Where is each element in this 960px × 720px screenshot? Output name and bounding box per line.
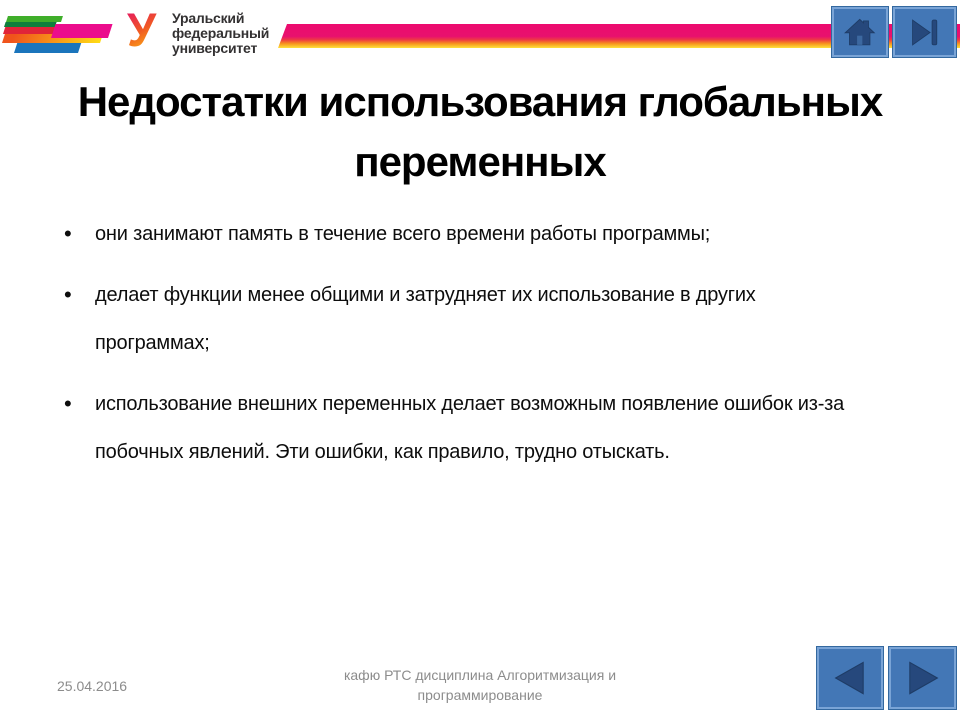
urfu-stripes-logo — [2, 15, 114, 57]
urfu-logo-mark-icon — [126, 6, 168, 58]
skip-to-end-button[interactable] — [893, 7, 956, 57]
home-button[interactable] — [832, 7, 888, 57]
university-name — [172, 11, 269, 56]
back-arrow-icon — [828, 656, 873, 700]
bullet-list — [62, 210, 862, 489]
forward-arrow-icon — [900, 656, 945, 700]
slide-title: Недостатки использования глобальных переменных — [77, 78, 883, 185]
bullet-item: • они занимают память в течение всего времени работы программы; — [62, 210, 862, 258]
forward-button[interactable] — [889, 647, 956, 709]
logo-stripe-magenta — [51, 24, 113, 38]
bullet-item: • делает функции менее общими и затрудняет их использование в других программах; — [62, 271, 862, 367]
home-icon — [841, 15, 878, 50]
footer-date: 25.04.2016 — [57, 678, 128, 694]
logo-stripe-red — [3, 27, 58, 34]
logo-stripe-blue — [14, 43, 81, 53]
skip-to-end-icon — [903, 15, 945, 50]
bullet-item: • использование внешних переменных делает возможным появление ошибок из-за побочных явлений. Эти ошибки, как правило, трудно отыскать. — [62, 380, 862, 476]
university-name-line: Уральский — [172, 10, 245, 26]
back-button[interactable] — [817, 647, 883, 709]
svg-text:У: У — [127, 6, 157, 56]
urfu-logo — [126, 6, 269, 58]
university-name-line: федеральный — [172, 25, 270, 41]
university-name-line: университет — [172, 40, 258, 56]
footer-caption: кафю РТС дисциплина Алгоритмизация и программирование — [343, 667, 617, 703]
